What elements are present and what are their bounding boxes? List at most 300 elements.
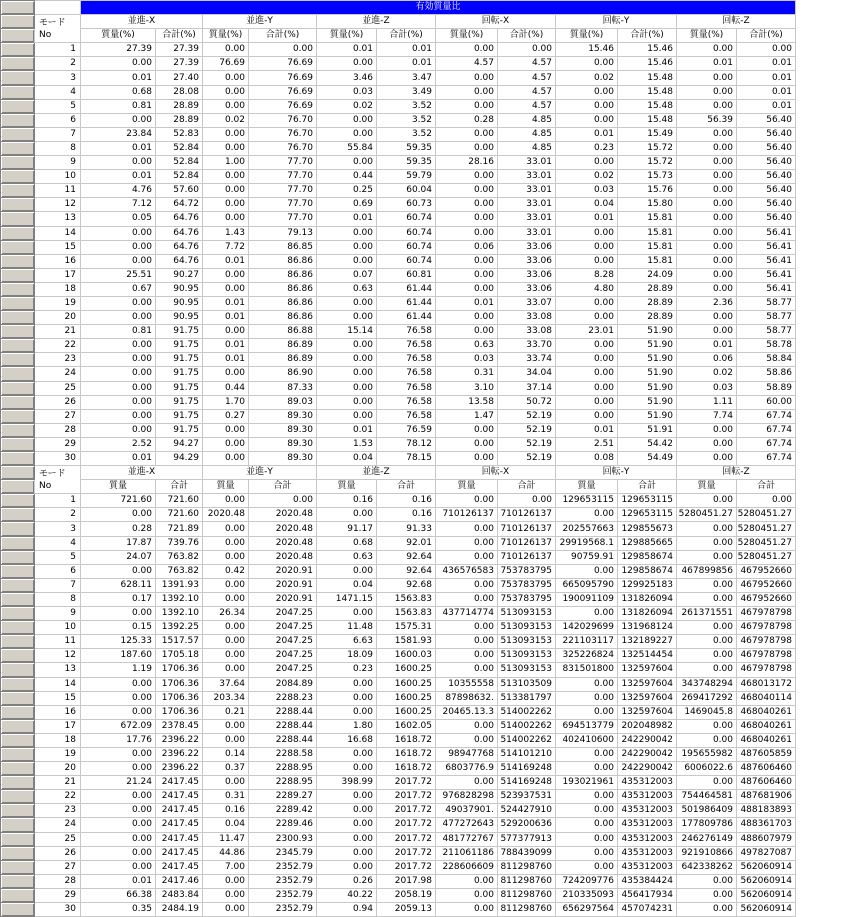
value-cell[interactable]: 0.00	[556, 790, 618, 804]
value-cell[interactable]: 325226824	[556, 649, 618, 663]
value-cell[interactable]: 0.00	[556, 353, 618, 367]
value-cell[interactable]: 2417.45	[156, 846, 203, 860]
row-header[interactable]	[1, 113, 35, 127]
value-cell[interactable]: 514169248	[498, 776, 556, 790]
value-cell[interactable]: 562060914	[737, 888, 796, 902]
mode-number-cell[interactable]: 4	[35, 85, 81, 99]
value-cell[interactable]: 0.16	[377, 508, 436, 522]
value-cell[interactable]: 132514454	[618, 649, 677, 663]
mode-number-cell[interactable]: 12	[35, 649, 81, 663]
value-cell[interactable]: 11.48	[317, 621, 377, 635]
value-cell[interactable]: 56.41	[737, 268, 796, 282]
value-cell[interactable]: 2288.23	[249, 691, 317, 705]
value-cell[interactable]: 64.72	[156, 198, 203, 212]
value-cell[interactable]: 0.00	[317, 508, 377, 522]
value-cell[interactable]: 0.00	[81, 156, 156, 170]
value-cell[interactable]: 0.01	[317, 423, 377, 437]
value-cell[interactable]: 694513779	[556, 719, 618, 733]
value-cell[interactable]: 86.86	[249, 311, 317, 325]
value-cell[interactable]: 488183893	[737, 804, 796, 818]
value-cell[interactable]: 92.64	[377, 564, 436, 578]
row-header[interactable]	[1, 832, 35, 846]
value-cell[interactable]: 753783795	[498, 592, 556, 606]
value-cell[interactable]: 58.89	[737, 381, 796, 395]
value-cell[interactable]: 58.86	[737, 367, 796, 381]
value-cell[interactable]: 721.60	[156, 508, 203, 522]
value-cell[interactable]: 59.35	[377, 156, 436, 170]
value-cell[interactable]: 1.70	[203, 395, 249, 409]
value-cell[interactable]: 33.06	[498, 240, 556, 254]
value-cell[interactable]: 1705.18	[156, 649, 203, 663]
value-cell[interactable]: 0.00	[81, 790, 156, 804]
value-cell[interactable]: 0.00	[436, 325, 498, 339]
value-cell[interactable]: 721.60	[156, 494, 203, 508]
value-cell[interactable]: 0.00	[677, 733, 737, 747]
mode-number-cell[interactable]: 26	[35, 846, 81, 860]
row-header[interactable]	[1, 677, 35, 691]
value-cell[interactable]: 0.00	[436, 663, 498, 677]
value-cell[interactable]: 49037901.	[436, 804, 498, 818]
mode-number-cell[interactable]: 24	[35, 367, 81, 381]
value-cell[interactable]: 0.00	[436, 733, 498, 747]
value-cell[interactable]: 0.00	[203, 282, 249, 296]
value-cell[interactable]: 0.63	[317, 282, 377, 296]
value-cell[interactable]: 435312003	[618, 846, 677, 860]
value-cell[interactable]: 724209776	[556, 874, 618, 888]
value-cell[interactable]: 0.00	[436, 536, 498, 550]
value-cell[interactable]: 2352.79	[249, 874, 317, 888]
value-cell[interactable]: 0.00	[317, 564, 377, 578]
value-cell[interactable]: 514169248	[498, 762, 556, 776]
value-cell[interactable]: 0.00	[203, 141, 249, 155]
value-cell[interactable]: 210335093	[556, 888, 618, 902]
value-cell[interactable]: 51.90	[618, 395, 677, 409]
value-cell[interactable]: 0.00	[436, 635, 498, 649]
value-cell[interactable]: 0.00	[677, 268, 737, 282]
mode-number-cell[interactable]: 12	[35, 198, 81, 212]
value-cell[interactable]: 64.76	[156, 254, 203, 268]
value-cell[interactable]: 0.00	[436, 43, 498, 57]
value-cell[interactable]: 20465.13.3	[436, 705, 498, 719]
row-header[interactable]	[1, 156, 35, 170]
value-cell[interactable]: 2417.45	[156, 776, 203, 790]
value-cell[interactable]: 87.33	[249, 381, 317, 395]
value-cell[interactable]: 242290042	[618, 762, 677, 776]
value-cell[interactable]: 76.70	[249, 141, 317, 155]
value-cell[interactable]: 76.58	[377, 339, 436, 353]
row-header[interactable]	[1, 804, 35, 818]
value-cell[interactable]: 0.00	[556, 860, 618, 874]
value-cell[interactable]: 0.00	[498, 494, 556, 508]
value-cell[interactable]: 2020.48	[203, 508, 249, 522]
row-header[interactable]	[1, 550, 35, 564]
value-cell[interactable]: 86.89	[249, 353, 317, 367]
value-cell[interactable]: 468040261	[737, 719, 796, 733]
value-cell[interactable]: 94.27	[156, 437, 203, 451]
value-cell[interactable]: 513381797	[498, 691, 556, 705]
row-header[interactable]	[1, 635, 35, 649]
value-cell[interactable]: 0.00	[436, 592, 498, 606]
value-cell[interactable]: 2289.27	[249, 790, 317, 804]
value-cell[interactable]: 0.07	[317, 268, 377, 282]
value-cell[interactable]: 0.00	[436, 127, 498, 141]
value-cell[interactable]: 76.70	[249, 113, 317, 127]
value-cell[interactable]: 811298760	[498, 903, 556, 917]
value-cell[interactable]: 0.00	[436, 776, 498, 790]
value-cell[interactable]: 52.19	[498, 452, 556, 466]
value-cell[interactable]: 0.00	[556, 113, 618, 127]
row-header[interactable]	[1, 127, 35, 141]
row-header[interactable]	[1, 282, 35, 296]
value-cell[interactable]: 0.00	[556, 57, 618, 71]
value-cell[interactable]: 467978798	[737, 607, 796, 621]
value-cell[interactable]: 501986409	[677, 804, 737, 818]
mode-number-cell[interactable]: 8	[35, 141, 81, 155]
value-cell[interactable]: 193021961	[556, 776, 618, 790]
mode-number-cell[interactable]: 13	[35, 663, 81, 677]
value-cell[interactable]: 0.00	[436, 621, 498, 635]
value-cell[interactable]: 56.40	[737, 184, 796, 198]
value-cell[interactable]: 228606609	[436, 860, 498, 874]
value-cell[interactable]: 0.00	[203, 592, 249, 606]
value-cell[interactable]: 0.00	[317, 804, 377, 818]
value-cell[interactable]: 17.76	[81, 733, 156, 747]
value-cell[interactable]: 0.00	[317, 832, 377, 846]
value-cell[interactable]: 2020.48	[249, 522, 317, 536]
value-cell[interactable]: 0.00	[203, 776, 249, 790]
value-cell[interactable]: 51.91	[618, 423, 677, 437]
value-cell[interactable]: 811298760	[498, 860, 556, 874]
value-cell[interactable]: 2417.45	[156, 860, 203, 874]
row-header[interactable]	[1, 15, 35, 29]
value-cell[interactable]: 0.63	[436, 339, 498, 353]
value-cell[interactable]: 1706.36	[156, 663, 203, 677]
value-cell[interactable]: 67.74	[737, 423, 796, 437]
value-cell[interactable]: 0.00	[203, 663, 249, 677]
value-cell[interactable]: 523937531	[498, 790, 556, 804]
row-header[interactable]	[1, 564, 35, 578]
value-cell[interactable]: 0.00	[81, 691, 156, 705]
value-cell[interactable]: 0.67	[81, 282, 156, 296]
mode-number-cell[interactable]: 27	[35, 409, 81, 423]
value-cell[interactable]: 61.44	[377, 311, 436, 325]
value-cell[interactable]: 0.00	[203, 367, 249, 381]
value-cell[interactable]: 7.74	[677, 409, 737, 423]
value-cell[interactable]: 0.00	[677, 903, 737, 917]
value-cell[interactable]: 190091109	[556, 592, 618, 606]
value-cell[interactable]: 0.69	[317, 198, 377, 212]
row-header[interactable]	[1, 43, 35, 57]
value-cell[interactable]: 0.00	[436, 254, 498, 268]
mode-number-cell[interactable]: 20	[35, 311, 81, 325]
value-cell[interactable]: 0.00	[556, 762, 618, 776]
value-cell[interactable]: 4.85	[498, 113, 556, 127]
row-header[interactable]	[1, 423, 35, 437]
value-cell[interactable]: 33.01	[498, 170, 556, 184]
value-cell[interactable]: 0.01	[81, 170, 156, 184]
value-cell[interactable]: 497827087	[737, 846, 796, 860]
value-cell[interactable]: 0.00	[677, 43, 737, 57]
value-cell[interactable]: 0.01	[737, 57, 796, 71]
value-cell[interactable]: 10355558	[436, 677, 498, 691]
row-header[interactable]	[1, 536, 35, 550]
value-cell[interactable]: 0.00	[436, 141, 498, 155]
value-cell[interactable]: 0.23	[317, 663, 377, 677]
value-cell[interactable]: 21.24	[81, 776, 156, 790]
value-cell[interactable]: 0.00	[677, 452, 737, 466]
value-cell[interactable]: 29919568.1	[556, 536, 618, 550]
row-header[interactable]	[1, 649, 35, 663]
value-cell[interactable]: 15.48	[618, 113, 677, 127]
mode-number-cell[interactable]: 3	[35, 71, 81, 85]
value-cell[interactable]: 7.00	[203, 860, 249, 874]
value-cell[interactable]: 0.00	[556, 832, 618, 846]
value-cell[interactable]: 468040261	[737, 733, 796, 747]
mode-number-cell[interactable]: 19	[35, 296, 81, 310]
value-cell[interactable]: 0.00	[556, 381, 618, 395]
value-cell[interactable]: 0.31	[203, 790, 249, 804]
value-cell[interactable]: 90.95	[156, 311, 203, 325]
mode-number-cell[interactable]: 16	[35, 254, 81, 268]
value-cell[interactable]: 2352.79	[249, 888, 317, 902]
value-cell[interactable]: 0.00	[317, 860, 377, 874]
value-cell[interactable]: 0.06	[436, 240, 498, 254]
value-cell[interactable]: 56.40	[737, 198, 796, 212]
value-cell[interactable]: 56.40	[737, 141, 796, 155]
value-cell[interactable]: 132189227	[618, 635, 677, 649]
value-cell[interactable]: 2047.25	[249, 621, 317, 635]
value-cell[interactable]: 4.85	[498, 127, 556, 141]
mode-number-cell[interactable]: 10	[35, 621, 81, 635]
value-cell[interactable]: 33.01	[498, 156, 556, 170]
value-cell[interactable]: 129653115	[618, 508, 677, 522]
row-header[interactable]	[1, 578, 35, 592]
row-header[interactable]	[1, 818, 35, 832]
value-cell[interactable]: 0.01	[203, 353, 249, 367]
value-cell[interactable]: 0.00	[556, 156, 618, 170]
value-cell[interactable]: 17.87	[81, 536, 156, 550]
value-cell[interactable]: 0.00	[677, 184, 737, 198]
value-cell[interactable]: 468040261	[737, 705, 796, 719]
value-cell[interactable]: 1.80	[317, 719, 377, 733]
value-cell[interactable]: 0.00	[249, 43, 317, 57]
value-cell[interactable]: 91.75	[156, 423, 203, 437]
value-cell[interactable]: 0.00	[677, 325, 737, 339]
value-cell[interactable]: 468013172	[737, 677, 796, 691]
mode-number-cell[interactable]: 14	[35, 226, 81, 240]
value-cell[interactable]: 60.00	[737, 395, 796, 409]
value-cell[interactable]: 435384424	[618, 874, 677, 888]
value-cell[interactable]: 0.00	[436, 85, 498, 99]
value-cell[interactable]: 0.00	[203, 522, 249, 536]
value-cell[interactable]: 129855673	[618, 522, 677, 536]
value-cell[interactable]: 0.01	[737, 85, 796, 99]
value-cell[interactable]: 77.70	[249, 212, 317, 226]
value-cell[interactable]: 0.00	[436, 71, 498, 85]
value-cell[interactable]: 87898632.	[436, 691, 498, 705]
value-cell[interactable]: 27.39	[156, 43, 203, 57]
value-cell[interactable]: 2020.91	[249, 564, 317, 578]
value-cell[interactable]: 435312003	[618, 818, 677, 832]
value-cell[interactable]: 0.00	[556, 85, 618, 99]
value-cell[interactable]: 64.76	[156, 212, 203, 226]
value-cell[interactable]: 1.47	[436, 409, 498, 423]
value-cell[interactable]: 56.40	[737, 170, 796, 184]
value-cell[interactable]: 513103509	[498, 677, 556, 691]
value-cell[interactable]: 562060914	[737, 903, 796, 917]
value-cell[interactable]: 2396.22	[156, 733, 203, 747]
value-cell[interactable]: 436576583	[436, 564, 498, 578]
value-cell[interactable]: 0.00	[556, 395, 618, 409]
value-cell[interactable]: 77.70	[249, 184, 317, 198]
value-cell[interactable]: 27.39	[81, 43, 156, 57]
value-cell[interactable]: 33.01	[498, 184, 556, 198]
value-cell[interactable]: 56.40	[737, 156, 796, 170]
value-cell[interactable]: 665095790	[556, 578, 618, 592]
value-cell[interactable]: 0.00	[677, 649, 737, 663]
value-cell[interactable]: 0.00	[677, 71, 737, 85]
mode-number-cell[interactable]: 27	[35, 860, 81, 874]
value-cell[interactable]: 0.00	[556, 311, 618, 325]
value-cell[interactable]: 0.00	[677, 719, 737, 733]
value-cell[interactable]: 5280451.27	[737, 550, 796, 564]
value-cell[interactable]: 4.57	[498, 71, 556, 85]
value-cell[interactable]: 514101210	[498, 747, 556, 761]
value-cell[interactable]: 0.00	[556, 339, 618, 353]
value-cell[interactable]: 56.41	[737, 254, 796, 268]
value-cell[interactable]: 2352.79	[249, 860, 317, 874]
value-cell[interactable]: 0.00	[436, 550, 498, 564]
value-cell[interactable]: 78.15	[377, 452, 436, 466]
value-cell[interactable]: 56.40	[737, 113, 796, 127]
value-cell[interactable]: 3.47	[377, 71, 436, 85]
value-cell[interactable]: 398.99	[317, 776, 377, 790]
value-cell[interactable]: 0.00	[677, 536, 737, 550]
value-cell[interactable]: 0.28	[81, 522, 156, 536]
row-header[interactable]	[1, 170, 35, 184]
value-cell[interactable]: 487681906	[737, 790, 796, 804]
value-cell[interactable]: 0.00	[203, 649, 249, 663]
value-cell[interactable]: 28.89	[618, 282, 677, 296]
row-header[interactable]	[1, 466, 35, 480]
value-cell[interactable]: 51.90	[618, 325, 677, 339]
value-cell[interactable]: 0.04	[317, 452, 377, 466]
value-cell[interactable]: 0.00	[81, 339, 156, 353]
value-cell[interactable]: 0.00	[677, 226, 737, 240]
value-cell[interactable]: 76.58	[377, 395, 436, 409]
value-cell[interactable]: 0.68	[81, 85, 156, 99]
value-cell[interactable]: 0.68	[317, 536, 377, 550]
value-cell[interactable]: 0.27	[203, 409, 249, 423]
value-cell[interactable]: 0.00	[317, 790, 377, 804]
value-cell[interactable]: 0.00	[556, 705, 618, 719]
value-cell[interactable]: 628.11	[81, 578, 156, 592]
value-cell[interactable]: 0.00	[677, 888, 737, 902]
value-cell[interactable]: 0.01	[81, 71, 156, 85]
value-cell[interactable]: 1.00	[203, 156, 249, 170]
value-cell[interactable]: 0.00	[203, 127, 249, 141]
value-cell[interactable]: 0.00	[317, 339, 377, 353]
row-header[interactable]	[1, 437, 35, 451]
value-cell[interactable]: 0.00	[317, 677, 377, 691]
value-cell[interactable]: 2288.58	[249, 747, 317, 761]
mode-number-cell[interactable]: 25	[35, 832, 81, 846]
row-header[interactable]	[1, 705, 35, 719]
value-cell[interactable]: 672.09	[81, 719, 156, 733]
mode-number-cell[interactable]: 1	[35, 43, 81, 57]
value-cell[interactable]: 0.31	[436, 367, 498, 381]
value-cell[interactable]: 488607979	[737, 832, 796, 846]
value-cell[interactable]: 60.04	[377, 184, 436, 198]
value-cell[interactable]: 0.00	[203, 184, 249, 198]
row-header[interactable]	[1, 494, 35, 508]
mode-number-cell[interactable]: 21	[35, 325, 81, 339]
value-cell[interactable]: 0.00	[317, 353, 377, 367]
row-header[interactable]	[1, 325, 35, 339]
value-cell[interactable]: 0.02	[317, 99, 377, 113]
value-cell[interactable]: 0.00	[317, 846, 377, 860]
value-cell[interactable]: 0.00	[81, 832, 156, 846]
value-cell[interactable]: 132597604	[618, 663, 677, 677]
value-cell[interactable]: 0.00	[436, 888, 498, 902]
value-cell[interactable]: 2.52	[81, 437, 156, 451]
value-cell[interactable]: 91.75	[156, 325, 203, 339]
value-cell[interactable]: 86.86	[249, 254, 317, 268]
value-cell[interactable]: 0.00	[737, 43, 796, 57]
value-cell[interactable]: 86.90	[249, 367, 317, 381]
value-cell[interactable]: 0.00	[203, 71, 249, 85]
value-cell[interactable]: 195655982	[677, 747, 737, 761]
value-cell[interactable]: 0.00	[317, 705, 377, 719]
value-cell[interactable]: 2058.19	[377, 888, 436, 902]
row-header[interactable]	[1, 888, 35, 902]
mode-number-cell[interactable]: 30	[35, 452, 81, 466]
value-cell[interactable]: 0.21	[203, 705, 249, 719]
value-cell[interactable]: 0.00	[677, 254, 737, 268]
value-cell[interactable]: 0.00	[436, 198, 498, 212]
value-cell[interactable]: 0.00	[677, 85, 737, 99]
value-cell[interactable]: 0.00	[317, 296, 377, 310]
value-cell[interactable]: 60.74	[377, 212, 436, 226]
value-cell[interactable]: 15.81	[618, 212, 677, 226]
value-cell[interactable]: 656297564	[556, 903, 618, 917]
value-cell[interactable]: 0.04	[556, 198, 618, 212]
value-cell[interactable]: 1.53	[317, 437, 377, 451]
value-cell[interactable]: 28.89	[156, 99, 203, 113]
value-cell[interactable]: 2288.44	[249, 719, 317, 733]
value-cell[interactable]: 435312003	[618, 776, 677, 790]
value-cell[interactable]: 0.00	[436, 903, 498, 917]
value-cell[interactable]: 0.01	[81, 141, 156, 155]
value-cell[interactable]: 0.00	[317, 818, 377, 832]
value-cell[interactable]: 2288.95	[249, 762, 317, 776]
value-cell[interactable]: 1575.31	[377, 621, 436, 635]
row-header[interactable]	[1, 268, 35, 282]
mode-number-cell[interactable]: 10	[35, 170, 81, 184]
value-cell[interactable]: 52.19	[498, 423, 556, 437]
value-cell[interactable]: 129925183	[618, 578, 677, 592]
value-cell[interactable]: 76.70	[249, 127, 317, 141]
mode-number-cell[interactable]: 25	[35, 381, 81, 395]
value-cell[interactable]: 28.89	[156, 113, 203, 127]
row-header[interactable]	[1, 29, 35, 43]
value-cell[interactable]: 4.57	[498, 99, 556, 113]
value-cell[interactable]: 2352.79	[249, 903, 317, 917]
value-cell[interactable]: 0.81	[81, 99, 156, 113]
value-cell[interactable]: 33.08	[498, 325, 556, 339]
value-cell[interactable]: 60.74	[377, 226, 436, 240]
value-cell[interactable]: 76.69	[249, 57, 317, 71]
